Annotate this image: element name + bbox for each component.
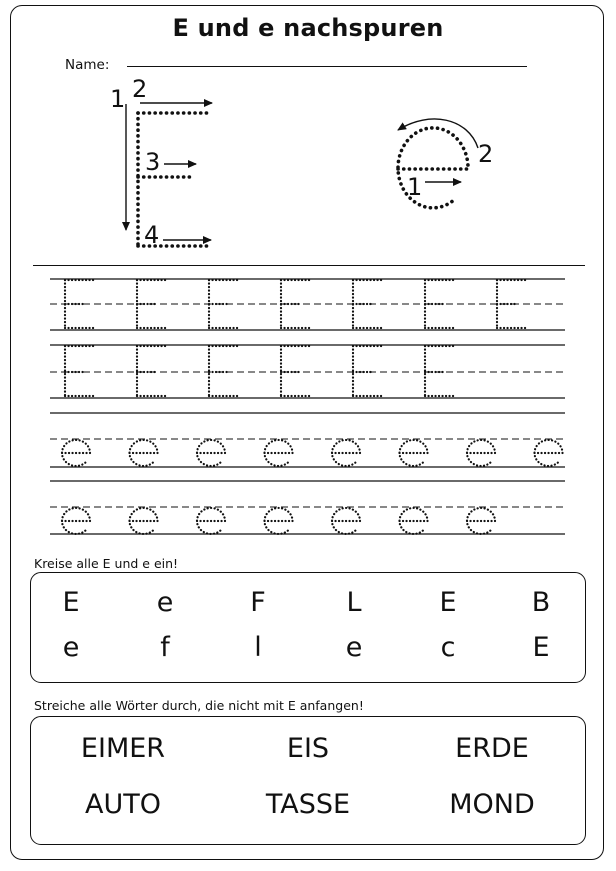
trace-lower-e xyxy=(535,440,563,466)
trace-lower-e xyxy=(332,508,360,534)
page-title: E und e nachspuren xyxy=(172,14,444,42)
trace-lower-e xyxy=(265,440,293,466)
trace-lower-e xyxy=(400,508,428,534)
letter-item[interactable]: f xyxy=(160,632,170,663)
name-label: Name: xyxy=(65,57,110,73)
letter-item[interactable]: e xyxy=(345,632,363,663)
trace-upper-e xyxy=(353,346,383,396)
stroke-number: 2 xyxy=(478,140,494,168)
trace-upper-e xyxy=(137,346,167,396)
trace-lower-e xyxy=(62,508,90,534)
stroke-number: 1 xyxy=(407,173,423,201)
trace-lower-e xyxy=(332,440,360,466)
letter-item[interactable]: E xyxy=(532,632,550,663)
stroke-number: 4 xyxy=(144,221,160,249)
word-item[interactable]: EIMER xyxy=(80,733,166,764)
letter-item[interactable]: l xyxy=(254,632,262,663)
trace-upper-e xyxy=(65,346,95,396)
trace-upper-e xyxy=(425,346,455,396)
trace-lower-e xyxy=(467,440,495,466)
trace-lower-e xyxy=(400,440,428,466)
word-item[interactable]: EIS xyxy=(286,733,330,764)
task2-instruction: Streiche alle Wörter durch, die nicht mit E anfangen! xyxy=(34,698,364,713)
trace-upper-e xyxy=(353,280,383,328)
trace-lower-e xyxy=(467,508,495,534)
word-item[interactable]: MOND xyxy=(449,789,535,820)
trace-upper-e xyxy=(65,280,95,328)
trace-upper-e xyxy=(281,346,311,396)
trace-upper-e xyxy=(497,280,527,328)
trace-upper-e xyxy=(209,346,239,396)
trace-lower-e xyxy=(130,508,158,534)
letter-item[interactable]: F xyxy=(250,587,266,618)
stroke-number: 2 xyxy=(132,75,148,103)
stroke-number: 1 xyxy=(110,85,126,113)
letter-item[interactable]: e xyxy=(156,587,174,618)
trace-lower-e xyxy=(197,440,225,466)
letter-item[interactable]: e xyxy=(62,632,80,663)
trace-lower-e xyxy=(265,508,293,534)
trace-upper-e xyxy=(209,280,239,328)
letter-item[interactable]: E xyxy=(439,587,457,618)
trace-lower-e xyxy=(62,440,90,466)
letter-item[interactable]: L xyxy=(346,587,362,618)
trace-lower-e xyxy=(197,508,225,534)
stroke-number: 3 xyxy=(145,148,161,176)
letter-item[interactable]: c xyxy=(440,632,456,663)
trace-lower-e xyxy=(130,440,158,466)
letter-item[interactable]: B xyxy=(531,587,551,618)
word-item[interactable]: TASSE xyxy=(265,789,351,820)
word-item[interactable]: ERDE xyxy=(455,733,529,764)
word-item[interactable]: AUTO xyxy=(85,789,161,820)
task1-instruction: Kreise alle E und e ein! xyxy=(34,556,179,571)
letter-item[interactable]: E xyxy=(62,587,80,618)
